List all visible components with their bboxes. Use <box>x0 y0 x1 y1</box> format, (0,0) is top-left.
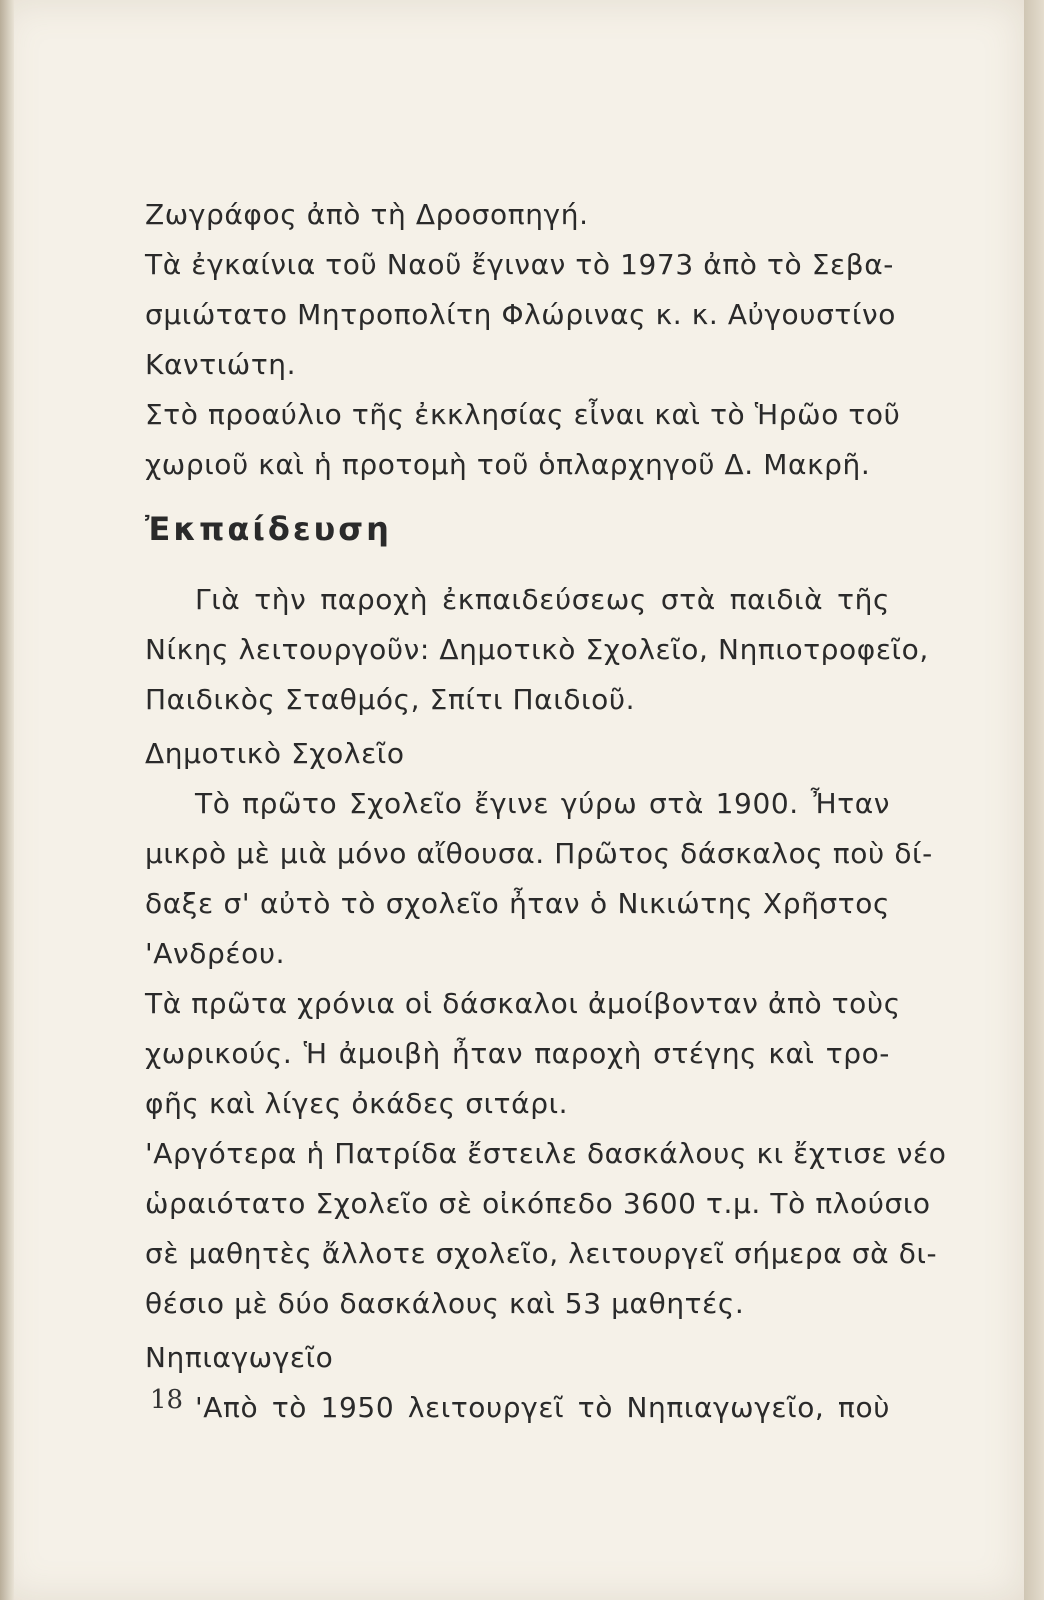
text-line: Παιδικὸς Σταθμός, Σπίτι Παιδιοῦ. <box>145 683 636 716</box>
page-number: 18 <box>150 1385 184 1415</box>
text-line: σμιώτατο Μητροπολίτη Φλώρινας κ. κ. Αὐγουστίνο <box>145 298 896 331</box>
text-line: 'Ανδρέου. <box>145 937 286 970</box>
text-line: ὡραιότατο Σχολεῖο σὲ οἰκόπεδο 3600 τ.μ. Τὸ πλούσιο <box>145 1187 931 1220</box>
text-line: 'Αργότερα ἡ Πατρίδα ἔστειλε δασκάλους κι ἔχτισε νέο <box>145 1137 947 1170</box>
text-line: Γιὰ τὴν παροχὴ ἐκπαιδεύσεως στὰ παιδιὰ τῆς <box>195 583 890 616</box>
text-line: 'Απὸ τὸ 1950 λειτουργεῖ τὸ Νηπιαγωγεῖο, ποὺ <box>195 1391 890 1424</box>
subheading-kindergarten: Νηπιαγωγεῖο <box>145 1341 334 1374</box>
text-line: θέσιο μὲ δύο δασκάλους καὶ 53 μαθητές. <box>145 1287 745 1320</box>
section-education-text <box>145 575 947 1433</box>
text-line: Τὰ ἐγκαίνια τοῦ Ναοῦ ἔγιναν τὸ 1973 ἀπὸ τὸ Σεβα- <box>145 248 894 281</box>
text-line: Καντιώτη. <box>145 348 297 381</box>
text-line: Ζωγράφος ἀπὸ τὴ Δροσοπηγή. <box>145 198 589 231</box>
section-heading-education: Ἐκπαίδευση <box>145 510 392 548</box>
text-line: σὲ μαθητὲς ἄλλοτε σχολεῖο, λειτουργεῖ σήμερα σὰ δι- <box>145 1237 938 1270</box>
text-line: Νίκης λειτουργοῦν: Δημοτικὸ Σχολεῖο, Νηπιοτροφεῖο, <box>145 633 929 666</box>
text-line: φῆς καὶ λίγες ὀκάδες σιτάρι. <box>145 1087 569 1120</box>
text-line: Στὸ προαύλιο τῆς ἐκκλησίας εἶναι καὶ τὸ Ἡρῶο τοῦ <box>145 398 901 431</box>
text-line: χωρικούς. Ἡ ἀμοιβὴ ἦταν παροχὴ στέγης καὶ τρο- <box>145 1037 890 1070</box>
text-line: δαξε σ' αὐτὸ τὸ σχολεῖο ἦταν ὁ Νικιώτης Χρῆστος <box>145 887 890 920</box>
text-line: Τὰ πρῶτα χρόνια οἱ δάσκαλοι ἀμοίβονταν ἀπὸ τοὺς <box>145 987 901 1020</box>
page-spine-shadow <box>0 0 14 1600</box>
subheading-primary-school: Δημοτικὸ Σχολεῖο <box>145 737 405 770</box>
page-edge-shadow <box>1024 0 1044 1600</box>
text-line: χωριοῦ καὶ ἡ προτομὴ τοῦ ὁπλαρχηγοῦ Δ. Μακρῆ. <box>145 448 871 481</box>
text-line: μικρὸ μὲ μιὰ μόνο αἴθουσα. Πρῶτος δάσκαλος ποὺ δί- <box>145 837 933 870</box>
text-line: Τὸ πρῶτο Σχολεῖο ἔγινε γύρω στὰ 1900. Ἦταν <box>195 787 890 820</box>
section-top-text <box>145 190 901 490</box>
